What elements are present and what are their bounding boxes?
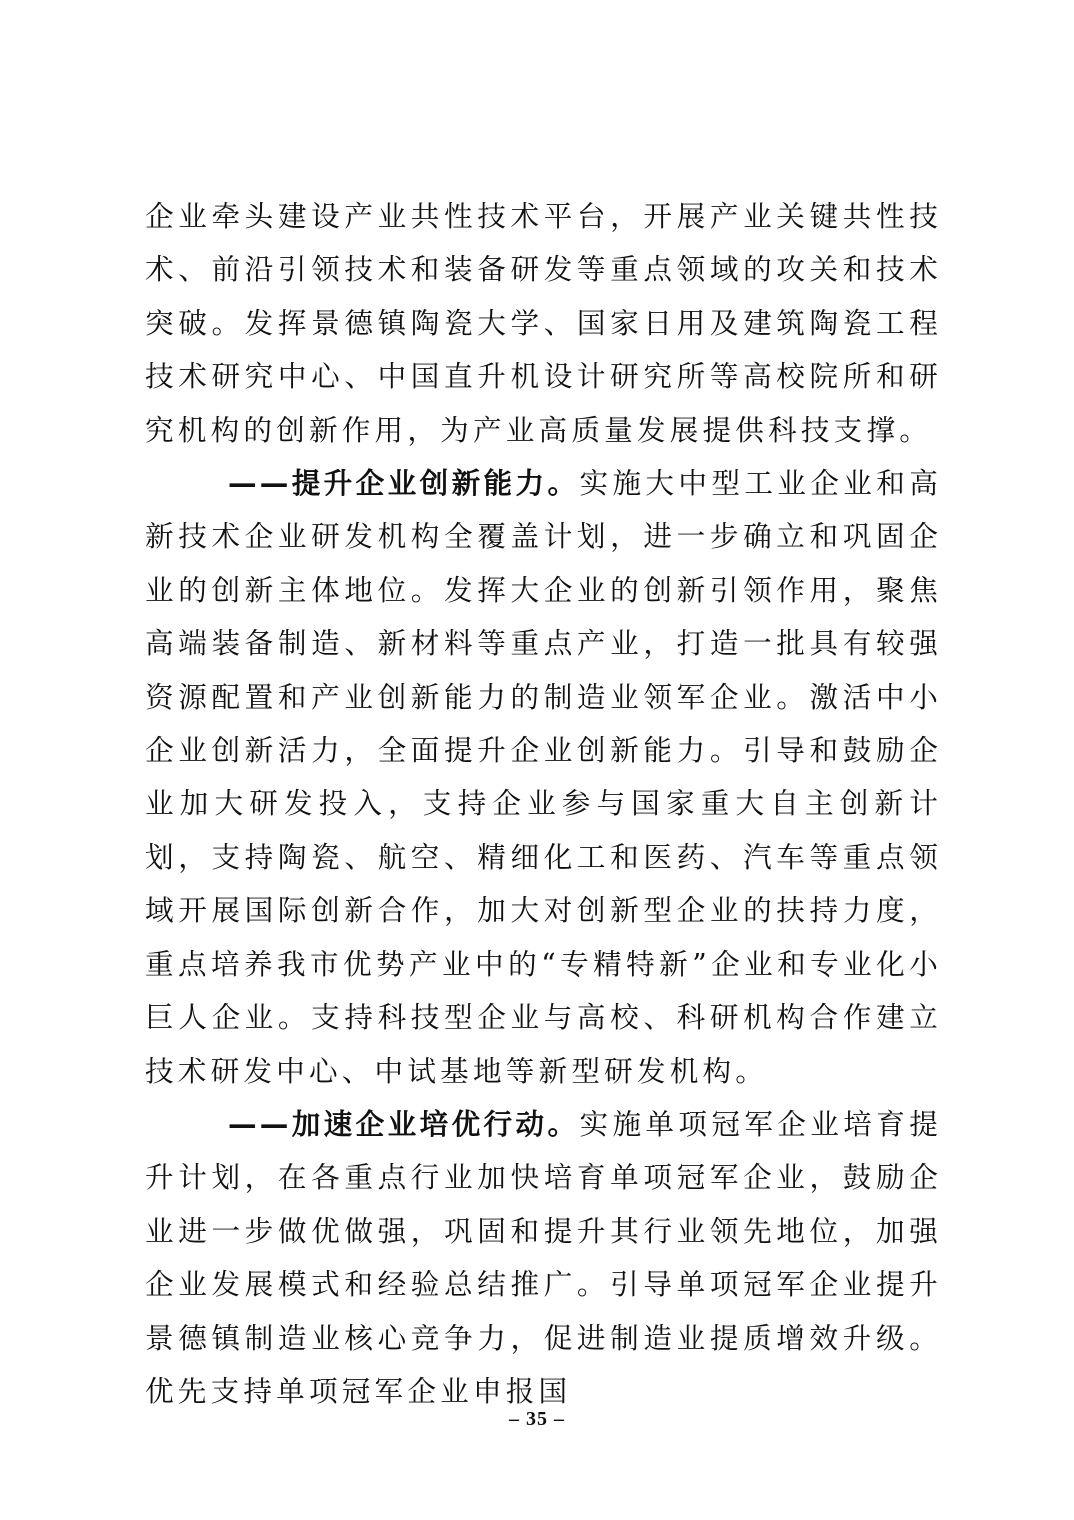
paragraph-continuation bbox=[145, 190, 942, 457]
paragraph-enterprise-innovation bbox=[145, 457, 942, 1098]
section-heading-innovation: ——提升企业创新能力。 bbox=[227, 466, 580, 501]
page-number: – 35 – bbox=[509, 1408, 565, 1430]
paragraph-text: 企业牵头建设产业共性技术平台，开展产业关键共性技术、前沿引领技术和装备研发等重点领域的攻关和技术突破。发挥景德镇陶瓷大学、国家日用及建筑陶瓷工程技术研究中心、中国直升机设计研究所等高校院所和研究机构的创新作用，为产业高质量发展提供科技支撑。 bbox=[145, 199, 942, 447]
section-heading-cultivation: ——加速企业培优行动。 bbox=[227, 1106, 580, 1141]
document-body bbox=[145, 190, 942, 1418]
paragraph-enterprise-cultivation bbox=[145, 1098, 942, 1418]
paragraph-text: 实施大中型工业企业和高新技术企业研发机构全覆盖计划，进一步确立和巩固企业的创新主体地位。发挥大企业的创新引领作用，聚焦高端装备制造、新材料等重点产业，打造一批具有较强资源配置和产业创新能力的制造业领军企业。激活中小企业创新活力，全面提升企业创新能力。引导和鼓励企业加大研发投入，支持企业参与国家重大自主创新计划，支持陶瓷、航空、精细化工和医药、汽车等重点领域开展国际创新合作，加大对创新型企业的扶持力度，重点培养我市优势产业中的“专精特新”企业和专业化小巨人企业。支持科技型企业与高校、科研机构合作建立技术研发中心、中试基地等新型研发机构。 bbox=[145, 466, 942, 1088]
paragraph-text: 实施单项冠军企业培育提升计划，在各重点行业加快培育单项冠军企业，鼓励企业进一步做优做强，巩固和提升其行业领先地位，加强企业发展模式和经验总结推广。引导单项冠军企业提升景德镇制造业核心竞争力，促进制造业提质增效升级。优先支持单项冠军企业申报国 bbox=[145, 1106, 942, 1408]
